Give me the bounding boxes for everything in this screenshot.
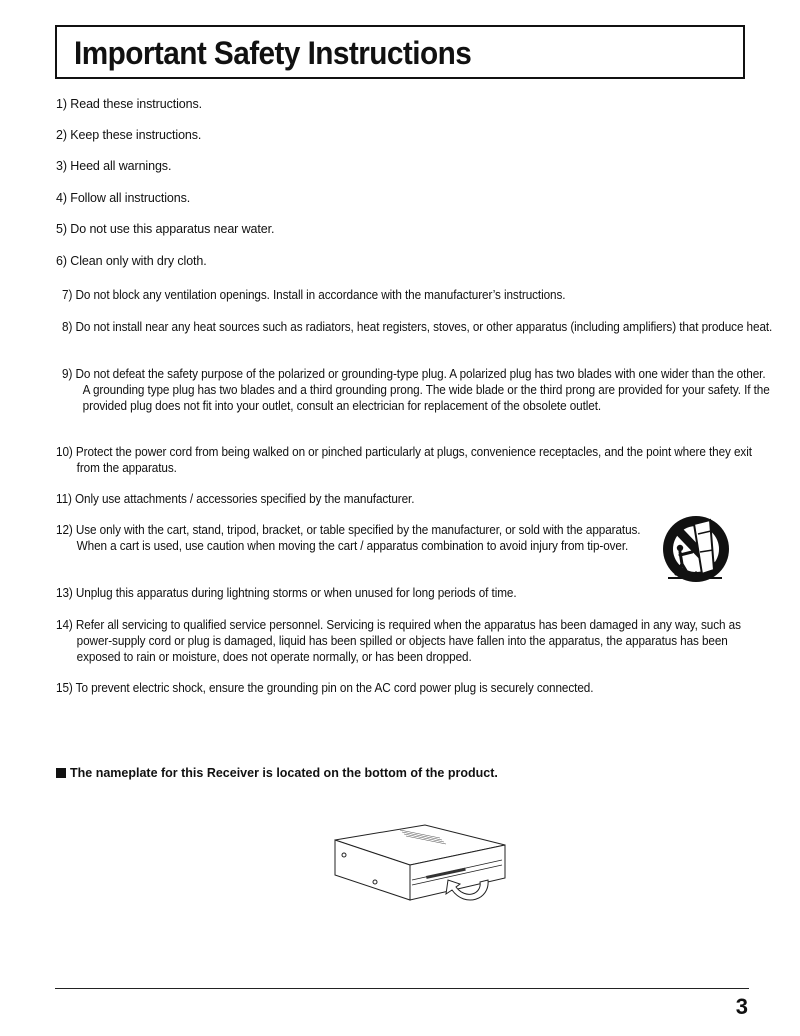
instruction-item-5: 5) Do not use this apparatus near water. — [56, 222, 275, 236]
nameplate-note: The nameplate for this Receiver is located on the bottom of the product. — [56, 766, 498, 780]
title-box — [55, 25, 745, 79]
instruction-item-4: 4) Follow all instructions. — [56, 191, 191, 205]
instruction-item-8: 8) Do not install near any heat sources such as radiators, heat registers, stoves, or other apparatus (including amplifiers) that produce heat. — [62, 320, 773, 334]
instruction-item-13: 13) Unplug this apparatus during lightning storms or when unused for long periods of time. — [56, 586, 517, 600]
footer-rule — [55, 988, 749, 989]
instruction-item-12: 12) Use only with the cart, stand, tripod, bracket, or table specified by the manufacturer, or sold with the apparatus. When a cart is used, use caution when moving the cart / apparatus combination to avoid injury from tip-over. — [56, 523, 641, 553]
instruction-item-3: 3) Heed all warnings. — [56, 159, 172, 173]
page-title: Important Safety Instructions — [74, 35, 472, 71]
black-square-bullet-icon — [56, 768, 66, 778]
instruction-item-1: 1) Read these instructions. — [56, 97, 202, 111]
instruction-item-9: 9) Do not defeat the safety purpose of the polarized or grounding-type plug. A polarized plug has two blades with one wider than the other. A grounding type plug has two blades and a third grounding prong. The wide blade or the third prong are provided for your safety. If the provided plug does not fit into your outlet, consult an electrician for replacement of the obsolete outlet. — [62, 367, 770, 413]
instruction-item-10: 10) Protect the power cord from being walked on or pinched particularly at plugs, convenience receptacles, and the point where they exit from the apparatus. — [56, 445, 752, 475]
instruction-item-6: 6) Clean only with dry cloth. — [56, 254, 207, 268]
receiver-illustration — [330, 820, 510, 910]
instruction-item-11: 11) Only use attachments / accessories specified by the manufacturer. — [56, 492, 415, 506]
instruction-item-2: 2) Keep these instructions. — [56, 128, 202, 142]
instruction-item-15: 15) To prevent electric shock, ensure the grounding pin on the AC cord power plug is securely connected. — [56, 681, 594, 695]
page-number: 3 — [735, 994, 748, 1019]
cart-tip-over-warning-icon — [658, 512, 734, 588]
instruction-item-14: 14) Refer all servicing to qualified service personnel. Servicing is required when the apparatus has been damaged in any way, such as power-supply cord or plug is damaged, liquid has been spilled or objects have fallen into the apparatus, the apparatus has been exposed to rain or moisture, does not operate normally, or has been dropped. — [56, 618, 741, 664]
instruction-item-7: 7) Do not block any ventilation openings. Install in accordance with the manufacturer’s instructions. — [62, 288, 566, 302]
